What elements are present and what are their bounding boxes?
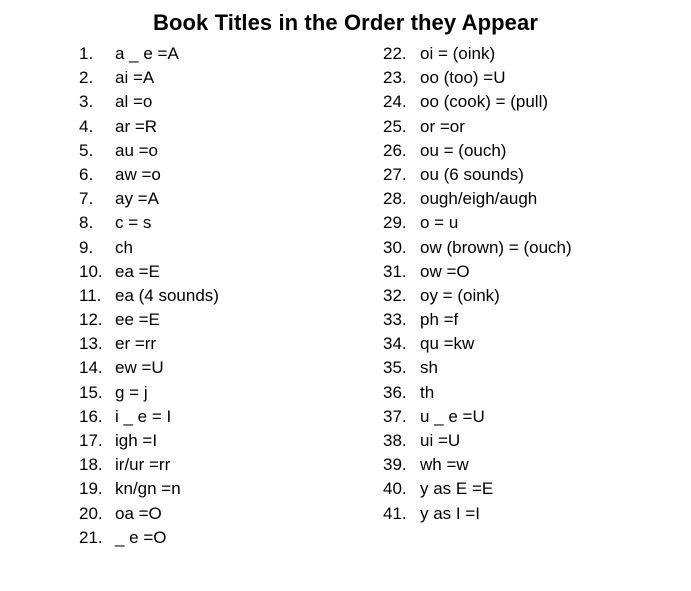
- list-item-title: y as E =E: [420, 479, 494, 499]
- list-item-title: g = j: [115, 382, 148, 402]
- list-item: [383, 332, 572, 356]
- list-item-title: ow =O: [420, 261, 470, 281]
- list-item-number: 6.: [79, 164, 94, 184]
- page-title: Book Titles in the Order they Appear: [152, 10, 538, 35]
- list-item-title: oy = (oink): [420, 285, 500, 305]
- list-item-title: qu =kw: [420, 334, 475, 354]
- list-item-title: ph =f: [420, 310, 459, 330]
- list-item-number: 29.: [383, 213, 407, 233]
- list-item: [383, 90, 572, 114]
- list-item-title: oo (too) =U: [420, 68, 506, 88]
- list-item-title: oa =O: [115, 503, 162, 523]
- list-item-title: o = u: [420, 213, 459, 233]
- list-item-number: 13.: [79, 334, 103, 354]
- list-item-title: ir/ur =rr: [115, 455, 171, 475]
- list-item-number: 40.: [383, 479, 407, 499]
- list-item: [79, 211, 219, 235]
- list-item: [79, 66, 219, 90]
- list-item-title: al =o: [115, 92, 153, 112]
- list-item-number: 9.: [79, 237, 94, 257]
- list-item-title: igh =I: [115, 431, 158, 450]
- list-item-number: 1.: [79, 44, 94, 63]
- list-item-number: 35.: [383, 358, 407, 378]
- list-item-number: 19.: [79, 479, 103, 499]
- list-item: [383, 429, 572, 453]
- list-item-number: 8.: [79, 213, 94, 233]
- list-item-title: ow (brown) = (ouch): [420, 237, 572, 257]
- list-item: [79, 163, 219, 187]
- list-item-number: 20.: [79, 503, 103, 523]
- list-item-number: 16.: [79, 406, 103, 426]
- book-list-right-column: [383, 42, 572, 526]
- list-item-number: 24.: [383, 92, 407, 112]
- list-item-number: 25.: [383, 116, 407, 136]
- list-item: [383, 66, 572, 90]
- list-item-number: 31.: [383, 261, 407, 281]
- list-item: [383, 42, 572, 66]
- list-item-title: ou (6 sounds): [420, 164, 524, 184]
- list-item-title: y as I =I: [420, 503, 480, 523]
- list-item-title: ee =E: [115, 310, 160, 330]
- list-item: [79, 453, 219, 477]
- list-item: [79, 236, 219, 260]
- list-item-title: _ e =O: [115, 527, 167, 547]
- list-item-title: wh =w: [420, 455, 469, 475]
- list-item-title: ui =U: [420, 431, 461, 450]
- list-item: [383, 187, 572, 211]
- list-item-title: ai =A: [115, 68, 155, 88]
- list-item-number: 14.: [79, 358, 103, 378]
- list-item: [383, 381, 572, 405]
- list-item-number: 15.: [79, 382, 103, 402]
- list-item: [79, 308, 219, 332]
- list-item-number: 41.: [383, 503, 407, 523]
- list-item-title: u _ e =U: [420, 406, 485, 426]
- list-item-number: 39.: [383, 455, 407, 475]
- list-item: [383, 139, 572, 163]
- list-item: [383, 502, 572, 526]
- list-item: [79, 42, 219, 66]
- list-item: [79, 502, 219, 526]
- list-item: [79, 284, 219, 308]
- list-item: [383, 260, 572, 284]
- list-item-title: a _ e =A: [115, 44, 179, 63]
- list-item: [79, 187, 219, 211]
- list-item: [383, 236, 572, 260]
- list-item-number: 26.: [383, 140, 407, 160]
- list-item: [383, 477, 572, 501]
- list-item-title: kn/gn =n: [115, 479, 181, 499]
- list-item-title: oi = (oink): [420, 44, 496, 63]
- list-item-number: 12.: [79, 310, 103, 330]
- list-item-number: 23.: [383, 68, 407, 88]
- list-item-title: or =or: [420, 116, 465, 136]
- list-item-title: ough/eigh/augh: [420, 189, 538, 209]
- list-item: [383, 115, 572, 139]
- list-item: [383, 163, 572, 187]
- list-item-title: ay =A: [115, 189, 159, 209]
- list-item-number: 36.: [383, 382, 407, 402]
- list-item: [383, 453, 572, 477]
- list-item-number: 10.: [79, 261, 103, 281]
- list-item: [79, 477, 219, 501]
- list-item-number: 28.: [383, 189, 407, 209]
- list-item-title: ew =U: [115, 358, 164, 378]
- list-item-title: ea =E: [115, 261, 160, 281]
- list-item-number: 21.: [79, 527, 103, 547]
- list-item-title: c = s: [115, 213, 152, 233]
- list-item-title: ea (4 sounds): [115, 285, 219, 305]
- list-item: [79, 260, 219, 284]
- list-item-number: 27.: [383, 164, 407, 184]
- list-item-number: 2.: [79, 68, 94, 88]
- list-item-title: ch: [115, 237, 133, 257]
- list-item-title: sh: [420, 358, 438, 378]
- list-item-number: 33.: [383, 310, 407, 330]
- list-item-title: oo (cook) = (pull): [420, 92, 549, 112]
- list-item-number: 4.: [79, 116, 94, 136]
- list-item: [79, 429, 219, 453]
- list-item: [383, 308, 572, 332]
- list-item: [383, 405, 572, 429]
- list-item-number: 30.: [383, 237, 407, 257]
- list-item: [383, 284, 572, 308]
- list-item-title: au =o: [115, 140, 159, 160]
- list-item-number: 7.: [79, 189, 94, 209]
- list-item: [79, 332, 219, 356]
- list-item: [79, 90, 219, 114]
- list-item-number: 34.: [383, 334, 407, 354]
- list-item-number: 32.: [383, 285, 407, 305]
- list-item: [79, 405, 219, 429]
- list-item-number: 18.: [79, 455, 103, 475]
- list-item-title: ou = (ouch): [420, 140, 507, 160]
- list-item-title: ar =R: [115, 116, 158, 136]
- list-item: [383, 211, 572, 235]
- book-list-left-column: [79, 42, 219, 550]
- list-item: [383, 356, 572, 380]
- list-item: [79, 139, 219, 163]
- list-item-title: th: [420, 382, 435, 402]
- list-item-number: 5.: [79, 140, 94, 160]
- list-item-number: 22.: [383, 44, 407, 63]
- list-item-number: 17.: [79, 431, 103, 450]
- list-item: [79, 381, 219, 405]
- list-item-title: aw =o: [115, 164, 161, 184]
- list-item: [79, 526, 219, 550]
- list-item-number: 11.: [79, 285, 102, 305]
- list-item-title: er =rr: [115, 334, 157, 354]
- list-item-number: 37.: [383, 406, 407, 426]
- list-item: [79, 115, 219, 139]
- list-item-number: 3.: [79, 92, 94, 112]
- list-item: [79, 356, 219, 380]
- list-item-title: i _ e = I: [115, 406, 172, 426]
- list-item-number: 38.: [383, 431, 407, 450]
